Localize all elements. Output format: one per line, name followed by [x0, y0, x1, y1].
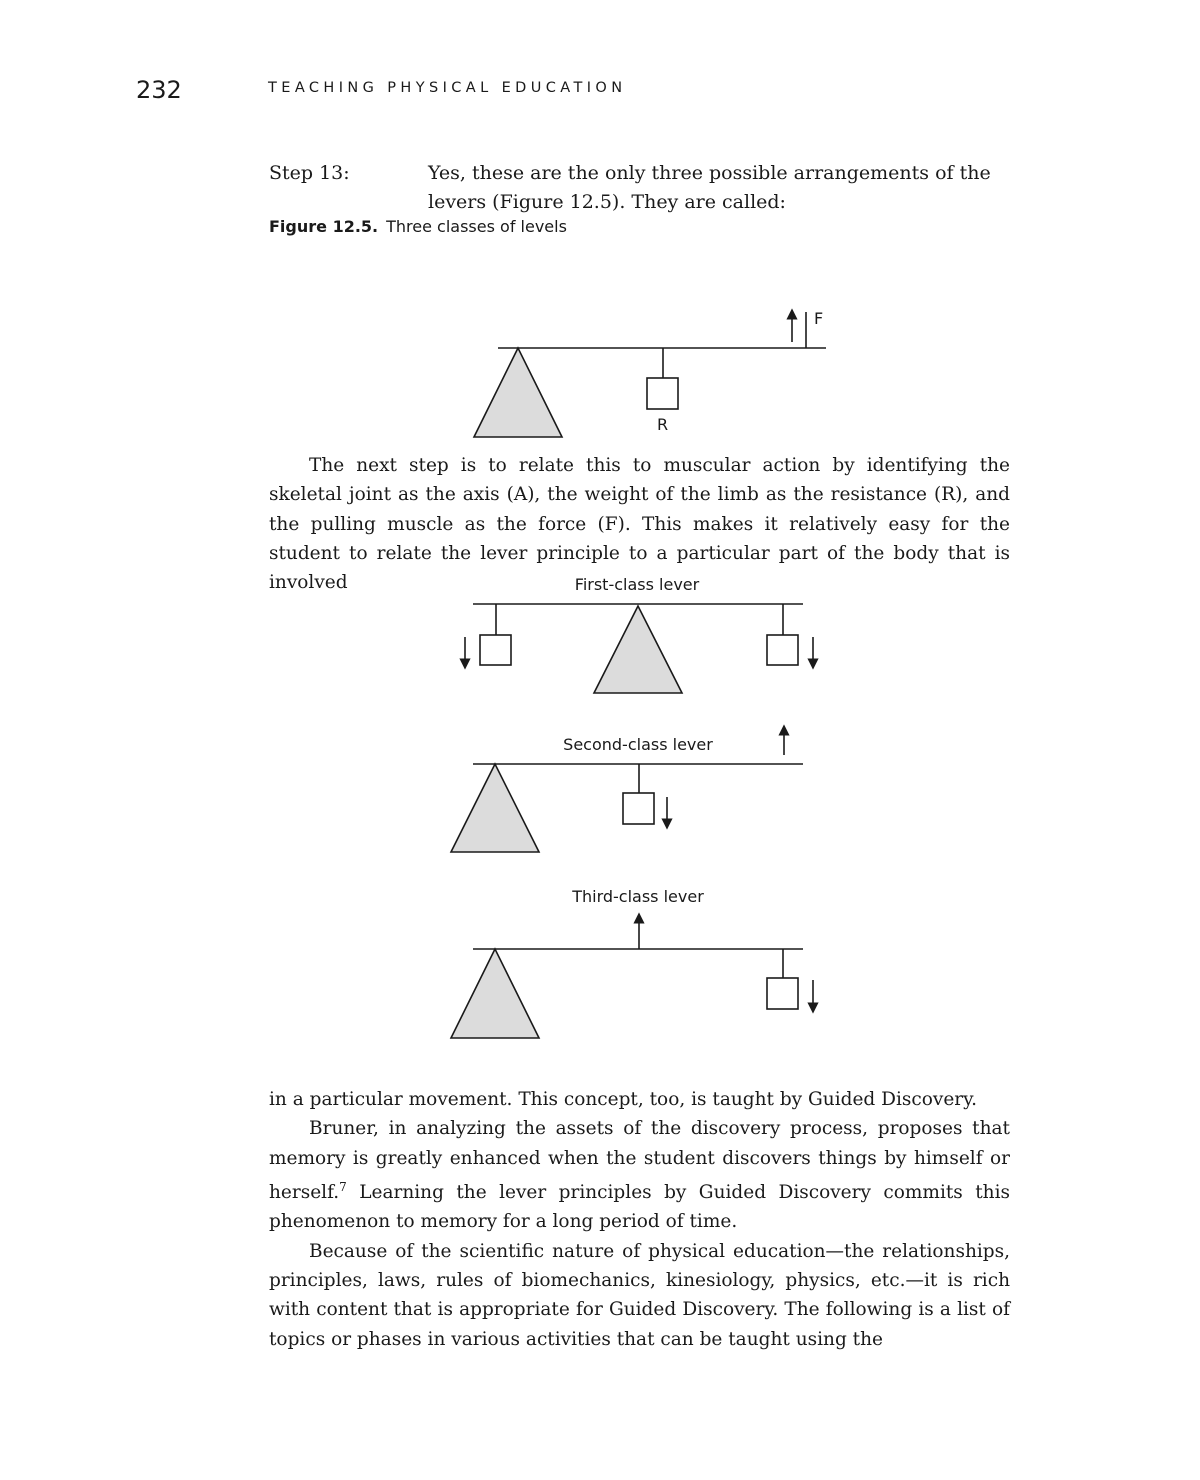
top-fulcrum-triangle: [474, 348, 562, 437]
first-fulcrum-triangle: [594, 606, 682, 693]
third-class-lever-label: Third-class lever: [572, 887, 704, 906]
step-text: Yes, these are the only three possible arrangements of the levers (Figure 12.5). They are called:: [428, 162, 991, 213]
third-resistance-box: [767, 978, 798, 1009]
top-lever-diagram: [474, 312, 826, 437]
body-paragraph-2: [269, 1085, 1010, 1354]
paragraph-text: in a particular movement. This concept, too, is taught by Guided Discovery.: [269, 1089, 977, 1110]
paragraph-bruner: [269, 1114, 1010, 1236]
step-label: Step 13:: [269, 162, 350, 184]
figure-caption-text: Three classes of levels: [386, 217, 567, 236]
running-head: TEACHING PHYSICAL EDUCATION: [268, 80, 627, 96]
second-fulcrum-triangle: [451, 764, 539, 852]
third-class-lever-diagram: [451, 918, 813, 1038]
top-resistance-label: R: [657, 415, 669, 434]
first-left-box: [480, 635, 511, 665]
first-right-box: [767, 635, 798, 665]
page-number: 232: [136, 76, 182, 104]
first-class-lever-diagram: [465, 604, 813, 693]
figure-number: Figure 12.5.: [269, 217, 379, 236]
top-resistance-box: [647, 378, 678, 409]
top-force-label: F: [814, 309, 824, 328]
second-resistance-box: [623, 793, 654, 824]
paragraph-text: Learning the lever principles by Guided Discovery commits this phenomenon to memory for a long period of time.: [269, 1182, 1010, 1233]
third-fulcrum-triangle: [451, 949, 539, 1038]
footnote-marker: 7: [339, 1179, 347, 1194]
paragraph-text: The next step is to relate this to muscular action by identifying the skeletal joint as the axis (A), the weight of the limb as the resistance (R), and the pulling muscle as the force (F). This makes it relatively easy for the student to relate the lever principle to a particular part of the body that is involved: [269, 455, 1010, 594]
body-paragraph-1: [269, 451, 1010, 597]
paragraph-text: Bruner, in analyzing the assets of the discovery process, proposes that memory is greatly enhanced when the student discovers things by himself or herself.: [269, 1118, 1010, 1204]
paragraph-text: Because of the scientific nature of physical education—the relationships, principles, laws, rules of biomechanics, kinesiology, physics, etc.—it is rich with content that is appropriate for Guided Discovery. The following is a list of topics or phases in various activities that can be taught using the: [269, 1240, 1010, 1350]
second-class-lever-label: Second-class lever: [563, 735, 713, 754]
first-class-lever-label: First-class lever: [574, 575, 700, 594]
